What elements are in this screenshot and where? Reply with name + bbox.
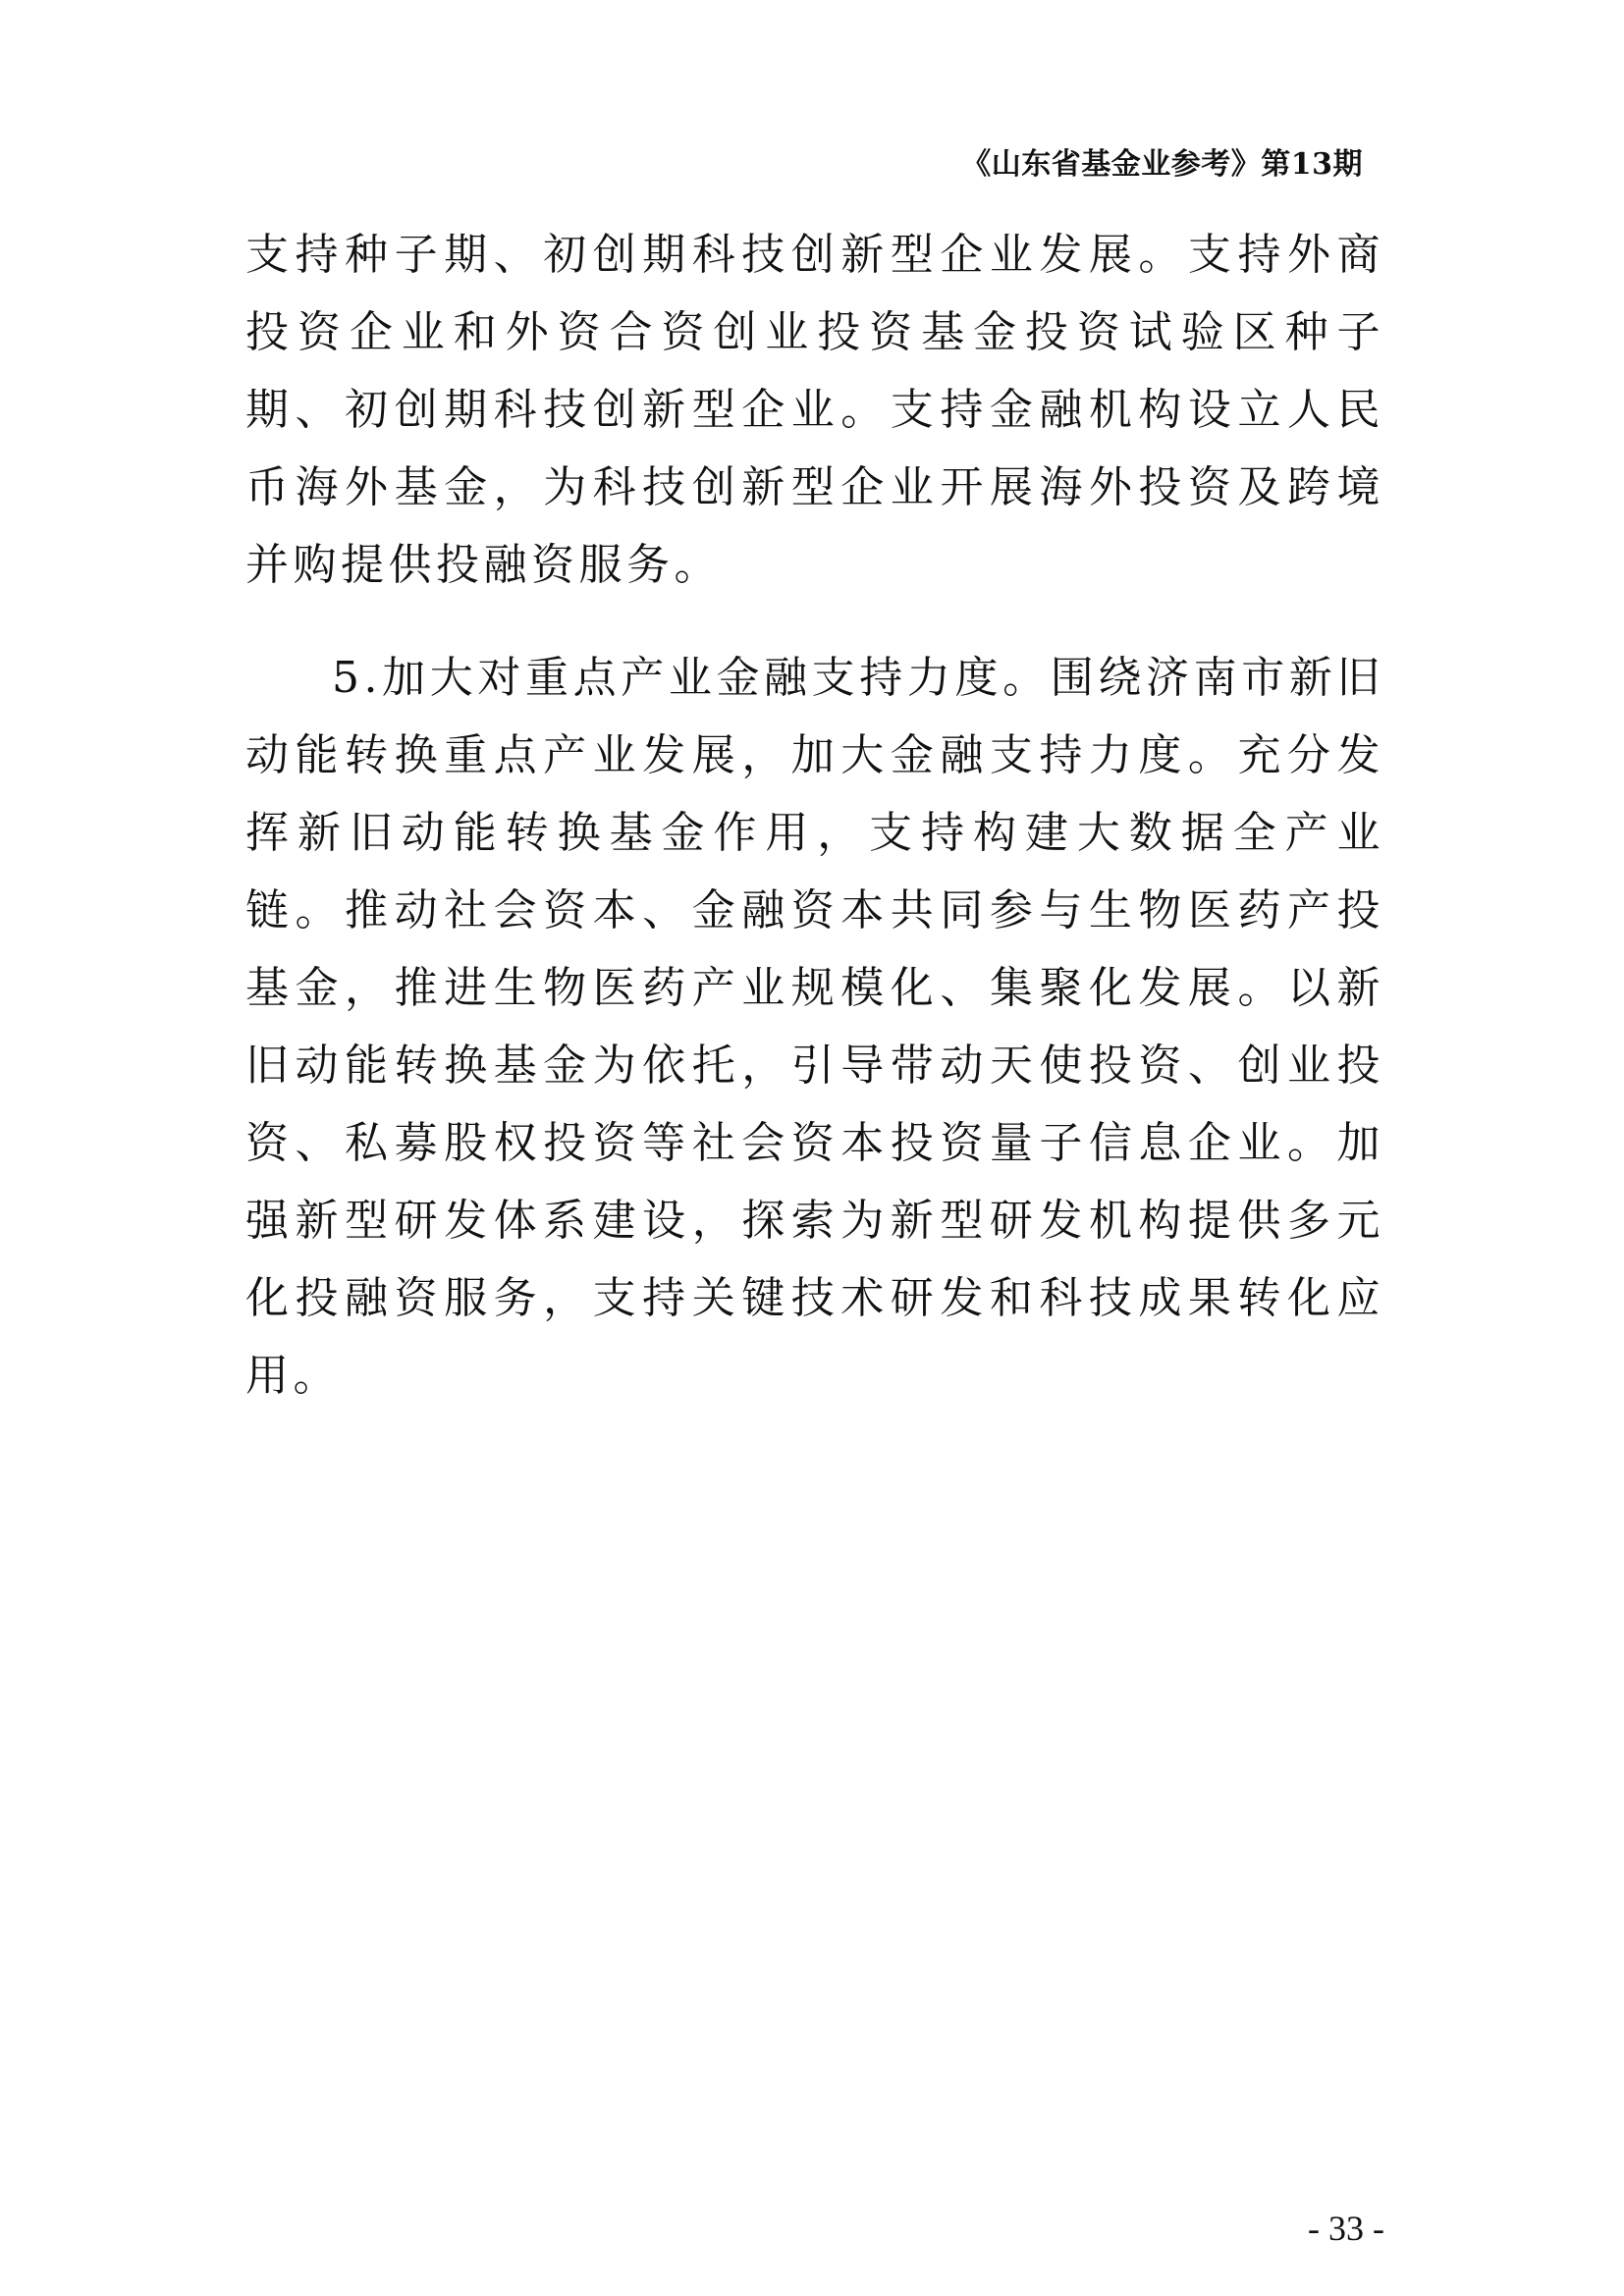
running-header-title: 《山东省基金业参考》第13期 [961, 147, 1363, 182]
body-text [245, 216, 1384, 1415]
page-number: - 33 - [1308, 2209, 1384, 2248]
paragraph-spacer [245, 604, 1384, 639]
paragraph-item-5: 5.加大对重点产业金融支持力度。围绕济南市新旧动能转换重点产业发展，加大金融支持力度。充分发挥新旧动能转换基金作用，支持构建大数据全产业链。推动社会资本、金融资本共同参与生物医药产投基金，推进生物医药产业规模化、集聚化发展。以新旧动能转换基金为依托，引导带动天使投资、创业投资、私募股权投资等社会资本投资量子信息企业。加强新型研发体系建设，探索为新型研发机构提供多元化投融资服务，支持关键技术研发和科技成果转化应用。 [245, 653, 1384, 1401]
paragraph-continued: 支持种子期、初创期科技创新型企业发展。支持外商投资企业和外资合资创业投资基金投资试验区种子期、初创期科技创新型企业。支持金融机构设立人民币海外基金，为科技创新型企业开展海外投资及跨境并购提供投融资服务。 [245, 230, 1384, 590]
